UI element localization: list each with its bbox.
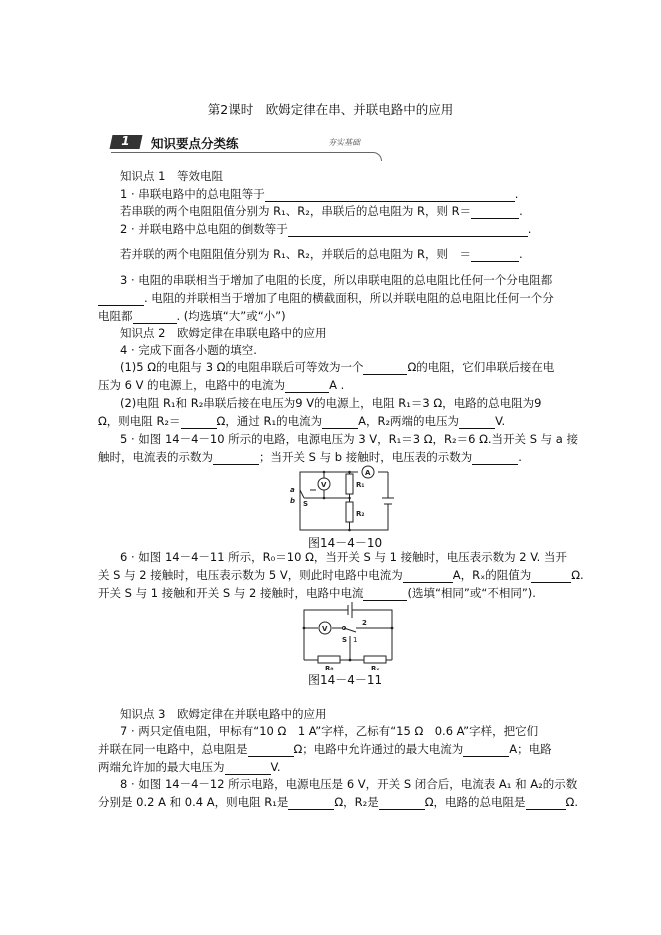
rx-label: Rₓ [371,665,380,670]
contact-1-label: 1 [353,636,358,644]
voltmeter-label: V [321,481,327,489]
section-badge: 1 [110,135,143,149]
answer-blank[interactable] [403,570,453,583]
answer-blank[interactable] [288,224,528,237]
q8-line2: 分别是 0.2 A 和 0.4 A，则电阻 R₁是 Ω，R₂是 Ω，电路的总电阻是 Ω. [98,795,578,809]
switch-label: S [303,500,309,508]
r0-label: R₀ [325,665,334,670]
answer-blank[interactable] [248,744,294,757]
figure-caption: 图14－4－10 [308,536,383,550]
answer-blank[interactable] [459,416,495,429]
section-subtitle: 夯实基础 [328,138,360,147]
answer-blank[interactable] [363,362,407,375]
kp1-heading: 知识点 1 等效电阻 [120,169,223,183]
q2-line2: 若并联的两个电阻阻值分别为 R₁、R₂，并联后的总电阻为 R，则 ＝ . [120,247,523,261]
r1-label: R₁ [356,481,365,489]
answer-blank[interactable] [285,380,329,393]
q4-2-line1: (2)电阻 R₁和 R₂串联后接在电压为9 V的电源上，电阻 R₁＝3 Ω，电路的总电阻为9 [120,396,542,410]
q6-line1: 6 · 如图 14－4－11 所示，R₀＝10 Ω，当开关 S 与 1 接触时，电压表示数为 2 V. 当开 [120,550,567,564]
band-underline [111,152,373,153]
ammeter-label: A [365,469,371,477]
q4-1-line1: (1)5 Ω的电阻与 3 Ω的电阻串联后可等效为一个 Ω的电阻，它们串联后接在电 [120,360,555,374]
section-band [111,132,381,162]
answer-blank[interactable] [471,206,519,219]
q7-line1: 7 · 两只定值电阻，甲标有“10 Ω 1 A”字样，乙标有“15 Ω 0.6 A”字样，把它们 [120,724,539,738]
answer-blank[interactable] [213,452,259,465]
circuit-diagram-2 [280,600,410,670]
answer-blank[interactable] [288,797,334,810]
answer-blank[interactable] [225,762,271,775]
answer-blank[interactable] [471,249,519,262]
q5-line1: 5 · 如图 14－4－10 所示的电路，电源电压为 3 V，R₁＝3 Ω，R₂＝6 Ω.当开关 S 与 a 接 [120,432,579,446]
answer-blank[interactable] [181,416,217,429]
answer-blank[interactable] [98,293,144,306]
q4-intro: 4 · 完成下面各小题的填空. [120,343,257,357]
kp2-heading: 知识点 2 欧姆定律在串联电路中的应用 [120,326,327,340]
q5-line2: 触时，电流表的示数为 ；当开关 S 与 b 接触时，电压表的示数为 . [98,450,522,464]
q6-line2: 关 S 与 2 接触时，电压表示数为 5 V，则此时电路中电流为 A，Rₓ的阻值为 Ω. [98,568,584,582]
answer-blank[interactable] [526,797,566,810]
circuit-diagram-1 [270,460,410,532]
section-title: 知识要点分类练 [151,136,239,151]
q2-line1: 2 · 并联电路中总电阻的倒数等于 . [120,222,532,236]
answer-blank[interactable] [531,570,571,583]
contact-b-label: b [290,497,296,505]
contact-2-label: 2 [362,619,367,627]
answer-blank[interactable] [379,797,425,810]
kp3-heading: 知识点 3 欧姆定律在并联电路中的应用 [120,707,327,721]
answer-blank[interactable] [472,452,518,465]
q1-line1: 1 · 串联电路中的总电阻等于 . [120,187,519,201]
page-title: 第2课时 欧姆定律在串、并联电路中的应用 [207,102,454,117]
switch-label: S [342,636,348,644]
contact-a-label: a [290,486,295,494]
figure-14-4-10 [270,460,410,550]
answer-blank[interactable] [463,744,509,757]
q8-line1: 8 · 如图 14－4－12 所示电路，电源电压是 6 V，开关 S 闭合后，电流表 A₁ 和 A₂的示数 [120,777,578,791]
q7-line3: 两端允许加的最大电压为 V. [98,760,281,774]
q3-line1: 3 · 电阻的串联相当于增加了电阻的长度，所以串联电阻的总电阻比任何一个分电阻都 [120,273,553,287]
q7-line2: 并联在同一电路中，总电阻是 Ω；电路中允许通过的最大电流为 A；电路 [98,742,552,756]
q3-line3: 电阻都 . (均选填“大”或“小”) [98,309,286,323]
q6-line3: 开关 S 与 1 接触和开关 S 与 2 接触时，电路中电流 (选填“相同”或“不相同”). [98,586,536,600]
q3-line2: . 电阻的并联相当于增加了电阻的横截面积，所以并联电阻的总电阻比任何一个分 [98,290,554,306]
figure-14-4-11 [280,600,410,688]
r2-label: R₂ [356,510,365,518]
answer-blank[interactable] [133,311,177,324]
q4-2-line2: Ω，则电阻 R₂＝ Ω，通过 R₁的电流为 A，R₂两端的电压为 V. [98,414,506,428]
figure-caption: 图14－4－11 [308,673,383,687]
q4-1-line2: 压为 6 V 的电源上，电路中的电流为 A . [98,378,345,392]
q1-line2: 若串联的两个电阻阻值分别为 R₁、R₂，串联后的总电阻为 R，则 R＝ . [120,204,523,218]
answer-blank[interactable] [322,416,358,429]
band-curve [369,152,382,161]
voltmeter-label: V [322,625,328,633]
answer-blank[interactable] [265,189,515,202]
